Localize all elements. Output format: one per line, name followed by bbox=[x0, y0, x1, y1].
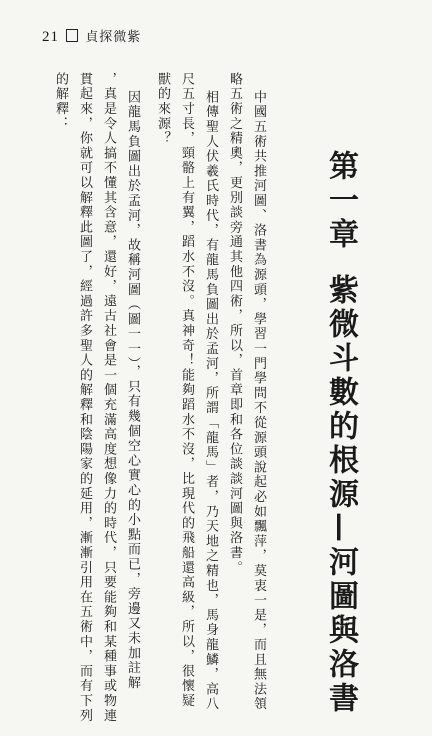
chapter-title bbox=[322, 150, 358, 716]
body-column: 中國五術共推河圖、洛書為源頭，學習一門學問不從源頭說起必如飄萍，莫衷一是，而且無法領 bbox=[251, 90, 266, 712]
body-column: 相傳聖人伏羲氏時代，有龍馬負圖出於孟河，所謂「龍馬」者，乃天地之精也，馬身龍鱗，高八 bbox=[203, 90, 218, 712]
body-column: 獸的來源？ bbox=[155, 72, 170, 146]
body-column: 略五術之精奧，更別談旁通其他四術，所以，首章即和各位談談河圖與洛書。 bbox=[227, 72, 242, 576]
chapter-heading: 紫微斗數的根源—河圖與洛書 bbox=[323, 274, 358, 716]
body-column: 的解釋： bbox=[53, 72, 68, 132]
body-column: 貫起來，你就可以解釋此圖了，經過許多聖人的解釋和陰陽家的延用，漸漸引用在五術中，而有下列 bbox=[77, 72, 92, 724]
page-number: 21 bbox=[42, 29, 59, 45]
running-title: 貞探微紫 bbox=[85, 30, 142, 45]
body-column: 尺五寸長，頸骼上有翼，蹈水不沒。真神奇！能夠蹈水不沒，比現代的飛船還高級，所以，很懷疑 bbox=[179, 72, 194, 709]
body-column: 因龍馬負圖出於孟河，故稱河圖（圖一一），只有幾個空心實心的小點而已，旁邊又未加註解 bbox=[125, 90, 140, 691]
body-column: ，真是令人搞不懂其含意，還好，遠古社會是一個充滿高度想像力的時代，只要能夠和某種事或物連 bbox=[101, 72, 116, 724]
running-header bbox=[42, 26, 141, 46]
chapter-number: 第一章 bbox=[323, 150, 358, 252]
header-box-mark bbox=[66, 29, 78, 42]
